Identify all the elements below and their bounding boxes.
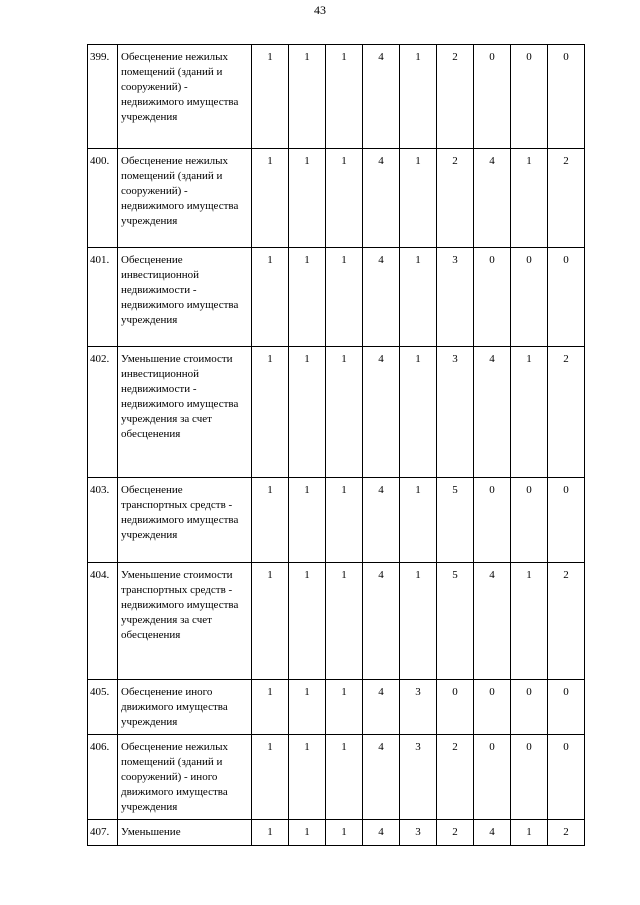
code-digit-9: 0 [548, 680, 585, 735]
code-digit-1: 1 [252, 735, 289, 820]
code-digit-8: 1 [511, 563, 548, 680]
code-digit-1: 1 [252, 45, 289, 149]
code-digit-8: 0 [511, 248, 548, 347]
code-digit-7: 0 [474, 735, 511, 820]
code-digit-5: 1 [400, 45, 437, 149]
code-digit-4: 4 [363, 149, 400, 248]
code-digit-8: 1 [511, 820, 548, 846]
code-digit-4: 4 [363, 735, 400, 820]
code-digit-6: 2 [437, 45, 474, 149]
code-digit-9: 0 [548, 248, 585, 347]
account-name: Уменьшение стоимости транспортных средств - недвижимого имущества учреждения за счет обесценения [118, 563, 252, 680]
table-row [88, 820, 585, 846]
code-digit-4: 4 [363, 248, 400, 347]
table-body [88, 45, 585, 846]
code-digit-1: 1 [252, 248, 289, 347]
account-name: Обесценение транспортных средств - недвижимого имущества учреждения [118, 478, 252, 563]
code-digit-7: 4 [474, 563, 511, 680]
code-digit-8: 1 [511, 347, 548, 478]
code-digit-5: 3 [400, 735, 437, 820]
code-digit-9: 2 [548, 820, 585, 846]
account-name: Обесценение инвестиционной недвижимости - недвижимого имущества учреждения [118, 248, 252, 347]
row-number: 404. [88, 563, 118, 680]
code-digit-5: 1 [400, 248, 437, 347]
code-digit-2: 1 [289, 45, 326, 149]
code-digit-1: 1 [252, 820, 289, 846]
code-digit-5: 1 [400, 149, 437, 248]
code-digit-7: 0 [474, 248, 511, 347]
row-number: 399. [88, 45, 118, 149]
table-row [88, 347, 585, 478]
code-digit-3: 1 [326, 478, 363, 563]
code-digit-7: 4 [474, 820, 511, 846]
code-digit-2: 1 [289, 248, 326, 347]
code-digit-3: 1 [326, 735, 363, 820]
account-name: Обесценение нежилых помещений (зданий и сооружений) - недвижимого имущества учреждения [118, 45, 252, 149]
code-digit-6: 5 [437, 563, 474, 680]
code-digit-2: 1 [289, 735, 326, 820]
table-row [88, 563, 585, 680]
code-digit-2: 1 [289, 820, 326, 846]
row-number: 403. [88, 478, 118, 563]
code-digit-3: 1 [326, 347, 363, 478]
account-name: Обесценение нежилых помещений (зданий и сооружений) - иного движимого имущества учреждения [118, 735, 252, 820]
code-digit-8: 0 [511, 45, 548, 149]
account-name: Обесценение нежилых помещений (зданий и сооружений) - недвижимого имущества учреждения [118, 149, 252, 248]
code-digit-2: 1 [289, 680, 326, 735]
code-digit-5: 1 [400, 347, 437, 478]
code-digit-1: 1 [252, 563, 289, 680]
code-digit-7: 4 [474, 149, 511, 248]
page-number: 43 [314, 3, 326, 17]
code-digit-9: 0 [548, 45, 585, 149]
code-digit-7: 4 [474, 347, 511, 478]
account-name: Уменьшение [118, 820, 252, 846]
code-digit-4: 4 [363, 347, 400, 478]
table-row [88, 149, 585, 248]
code-digit-6: 2 [437, 735, 474, 820]
code-digit-9: 2 [548, 347, 585, 478]
code-digit-5: 1 [400, 563, 437, 680]
code-digit-9: 2 [548, 149, 585, 248]
code-digit-8: 0 [511, 735, 548, 820]
code-digit-3: 1 [326, 149, 363, 248]
code-digit-3: 1 [326, 820, 363, 846]
code-digit-4: 4 [363, 563, 400, 680]
code-digit-3: 1 [326, 563, 363, 680]
code-digit-1: 1 [252, 680, 289, 735]
account-codes-table [87, 44, 585, 846]
code-digit-9: 2 [548, 563, 585, 680]
code-digit-6: 3 [437, 347, 474, 478]
code-digit-4: 4 [363, 45, 400, 149]
code-digit-5: 1 [400, 478, 437, 563]
code-digit-8: 0 [511, 478, 548, 563]
table-row [88, 45, 585, 149]
code-digit-1: 1 [252, 347, 289, 478]
row-number: 406. [88, 735, 118, 820]
code-digit-6: 3 [437, 248, 474, 347]
row-number: 407. [88, 820, 118, 846]
code-digit-4: 4 [363, 680, 400, 735]
row-number: 401. [88, 248, 118, 347]
code-digit-3: 1 [326, 248, 363, 347]
code-digit-3: 1 [326, 680, 363, 735]
table-row [88, 680, 585, 735]
code-digit-3: 1 [326, 45, 363, 149]
code-digit-2: 1 [289, 149, 326, 248]
code-digit-6: 2 [437, 820, 474, 846]
code-digit-1: 1 [252, 149, 289, 248]
code-digit-7: 0 [474, 680, 511, 735]
table-row [88, 248, 585, 347]
row-number: 400. [88, 149, 118, 248]
code-digit-8: 0 [511, 680, 548, 735]
code-digit-9: 0 [548, 478, 585, 563]
account-name: Уменьшение стоимости инвестиционной недвижимости - недвижимого имущества учреждения за счет обесценения [118, 347, 252, 478]
row-number: 402. [88, 347, 118, 478]
table-row [88, 478, 585, 563]
code-digit-6: 2 [437, 149, 474, 248]
code-digit-2: 1 [289, 347, 326, 478]
code-digit-4: 4 [363, 820, 400, 846]
code-digit-7: 0 [474, 45, 511, 149]
code-digit-6: 5 [437, 478, 474, 563]
code-digit-2: 1 [289, 563, 326, 680]
code-digit-2: 1 [289, 478, 326, 563]
code-digit-4: 4 [363, 478, 400, 563]
code-digit-1: 1 [252, 478, 289, 563]
code-digit-5: 3 [400, 680, 437, 735]
code-digit-6: 0 [437, 680, 474, 735]
row-number: 405. [88, 680, 118, 735]
table-row [88, 735, 585, 820]
code-digit-7: 0 [474, 478, 511, 563]
account-name: Обесценение иного движимого имущества учреждения [118, 680, 252, 735]
code-digit-9: 0 [548, 735, 585, 820]
code-digit-5: 3 [400, 820, 437, 846]
code-digit-8: 1 [511, 149, 548, 248]
